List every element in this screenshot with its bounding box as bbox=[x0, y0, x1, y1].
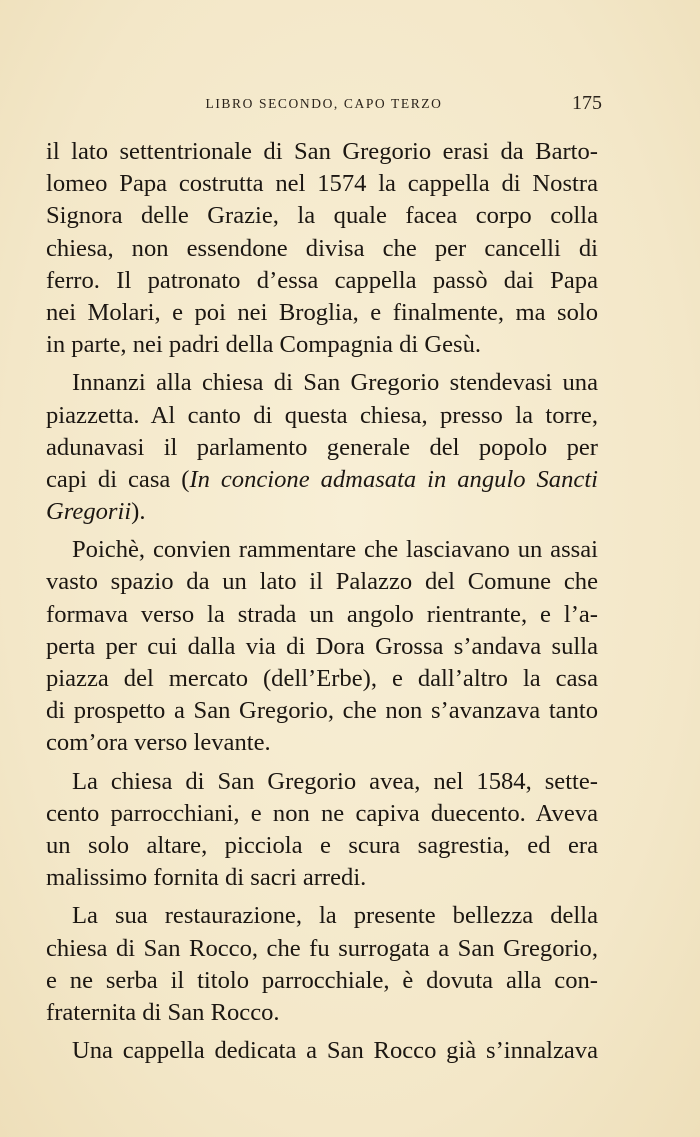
text-line: malissimo fornita di sacri arredi. bbox=[46, 864, 367, 892]
paragraph-3 bbox=[46, 534, 598, 759]
paragraph-5 bbox=[46, 900, 598, 1029]
paragraph-1 bbox=[46, 136, 598, 361]
text-line: La chiesa di San Gregorio avea, nel 1584, sette- bbox=[72, 767, 598, 795]
text-line: di prospetto a San Gregorio, che non s’avanzava tanto bbox=[46, 697, 598, 725]
latin-quote: Gregorii bbox=[46, 498, 132, 526]
text-line: formava verso la strada un angolo rientrante, e l’a- bbox=[46, 600, 598, 628]
text-line: perta per cui dalla via di Dora Grossa s’andava sulla bbox=[46, 632, 598, 660]
text-line: Poichè, convien rammentare che lasciavano un assai bbox=[72, 536, 598, 564]
text-line: e ne serba il titolo parrocchiale, è dovuta alla con- bbox=[46, 966, 598, 994]
text-line: com’ora verso levante. bbox=[46, 729, 271, 757]
text-line: vasto spazio da un lato il Palazzo del Comune che bbox=[46, 568, 598, 596]
text-line: chiesa di San Rocco, che fu surrogata a San Gregorio, bbox=[46, 934, 598, 962]
latin-quote: In concione admasata in angulo Sancti bbox=[189, 465, 598, 493]
text-line: ferro. Il patronato d’essa cappella passò dai Papa bbox=[46, 266, 598, 294]
paragraph-2 bbox=[46, 367, 598, 528]
text-line: fraternita di San Rocco. bbox=[46, 998, 280, 1026]
page-number: 175 bbox=[572, 92, 602, 114]
text-line: Innanzi alla chiesa di San Gregorio stendevasi una bbox=[72, 369, 598, 397]
text-line-with-quote bbox=[46, 464, 598, 496]
running-head: LIBRO SECONDO, CAPO TERZO bbox=[205, 96, 443, 111]
text-line: piazzetta. Al canto di questa chiesa, presso la torre, bbox=[46, 401, 598, 429]
text-line: Signora delle Grazie, la quale facea corpo colla bbox=[46, 202, 598, 230]
text-line: La sua restaurazione, la presente bellezza della bbox=[72, 902, 598, 930]
text-line: chiesa, non essendone divisa che per cancelli di bbox=[46, 234, 598, 262]
text-line: il lato settentrionale di San Gregorio erasi da Barto- bbox=[46, 138, 598, 165]
text-line: nei Molari, e poi nei Broglia, e finalmente, ma solo bbox=[46, 298, 598, 326]
text-run: ). bbox=[131, 498, 146, 526]
text-line-with-quote bbox=[46, 496, 598, 528]
text-line: in parte, nei padri della Compagnia di Gesù. bbox=[46, 331, 482, 359]
text-line: lomeo Papa costrutta nel 1574 la cappella di Nostra bbox=[46, 170, 598, 198]
text-line: piazza del mercato (dell’Erbe), e dall’altro la casa bbox=[46, 665, 598, 692]
text-run: capi di casa ( bbox=[46, 465, 190, 493]
text-line: un solo altare, picciola e scura sagrestia, ed era bbox=[46, 831, 598, 859]
page-header bbox=[46, 92, 602, 116]
paragraph-6 bbox=[46, 1035, 598, 1067]
text-line: cento parrocchiani, e non ne capiva duecento. Aveva bbox=[46, 799, 598, 827]
text-line: adunavasi il parlamento generale del popolo per bbox=[46, 433, 598, 461]
body-text bbox=[46, 136, 598, 1067]
text-line: Una cappella dedicata a San Rocco già s’innalzava bbox=[72, 1037, 598, 1065]
paragraph-4 bbox=[46, 766, 598, 895]
